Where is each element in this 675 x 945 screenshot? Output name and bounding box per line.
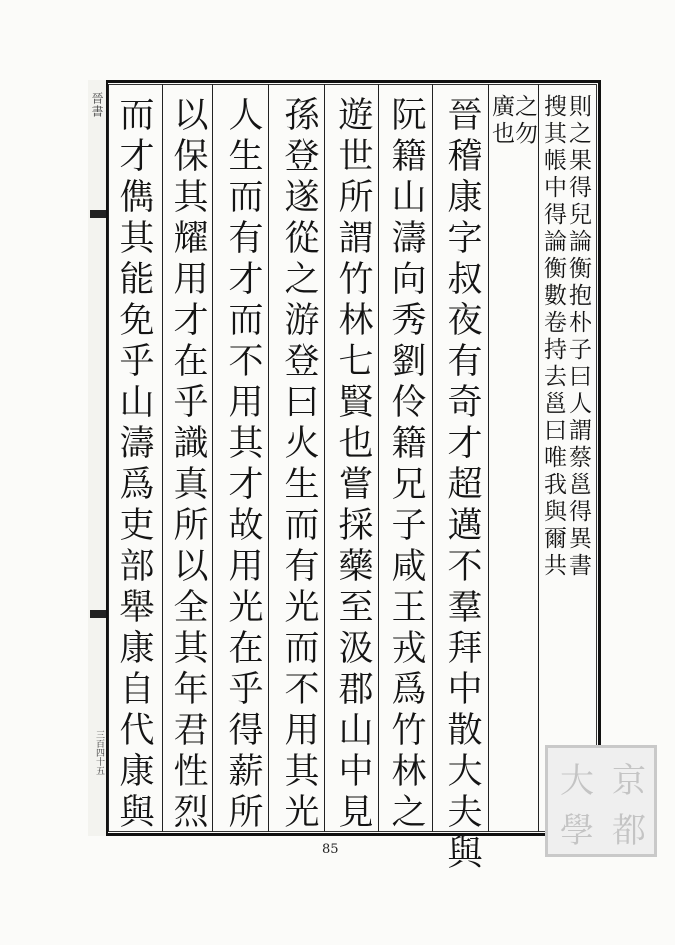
text-column: 人生而有才而不用其才故用光在乎得薪所 [223,96,263,834]
fish-tail-mark [90,610,106,618]
column-rule [324,84,325,832]
column-rule [432,84,433,832]
library-seal [545,745,657,857]
column-rule [538,84,539,832]
text-column: 搜其帳中得論衡數卷持去邕曰唯我與爾共 [540,94,566,580]
fish-tail-mark [90,210,106,218]
seal-character: 學 [560,810,594,851]
text-column: 遊世所謂竹林七賢也嘗採藥至汲郡山中見 [333,96,373,834]
column-rule [212,84,213,832]
seal-character: 京 [612,760,646,801]
text-column: 孫登遂從之游登曰火生而有光而不用其光 [279,96,319,834]
text-column: 廣也 [488,94,514,148]
column-rule [162,84,163,832]
text-column: 以保其耀用才在乎識真所以全其年君性烈 [168,96,208,834]
text-column: 而才儁其能免乎山濤爲吏部舉康自代康與 [114,96,154,834]
banxin-title: 晉書 [90,92,104,118]
column-rule [488,84,489,832]
column-rule [108,84,109,832]
text-column: 之勿 [511,94,537,148]
page-number: 85 [322,842,339,857]
text-column: 阮籍山濤向秀劉伶籍兄子咸王戎爲竹林之 [386,96,426,834]
text-column: 則之果得兒論衡抱朴子曰人謂蔡邕得異書 [565,94,591,580]
column-rule [268,84,269,832]
banxin-page-code: 三百四十五 [94,730,104,775]
banxin-margin [88,80,108,836]
column-rule [378,84,379,832]
text-column: 晉稽康字叔夜有奇才超邁不羣拜中散大夫與 [442,96,482,875]
seal-character: 都 [612,810,646,851]
seal-character: 大 [560,760,594,801]
